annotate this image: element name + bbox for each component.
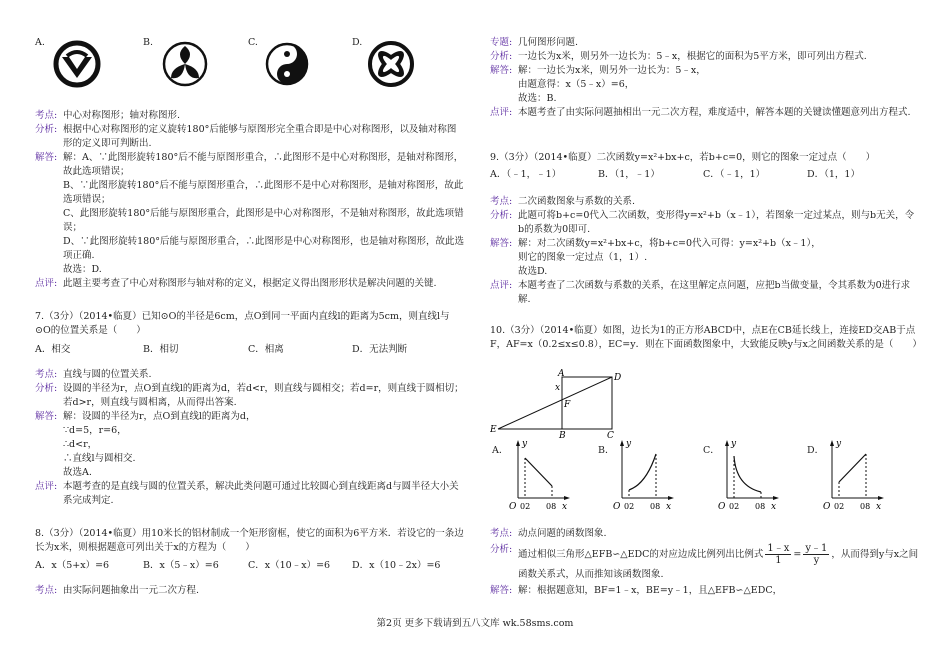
fig-label-f: F [564, 400, 571, 410]
fenxi-label: 分析: [490, 544, 513, 555]
graph-d-tick1: 02 [834, 502, 845, 511]
dianping-label: 点评: [490, 280, 513, 291]
kaodian-label: 考点: [35, 585, 58, 596]
q9-option: B．（1，﹣1） [598, 169, 660, 180]
q8-kaodian-block [35, 584, 465, 598]
q10-graph-option-label: D． [807, 445, 825, 456]
fenxi-label: 分析: [35, 383, 58, 394]
q10-graph-d [822, 436, 892, 512]
q9-option: D．（1，1） [807, 169, 860, 180]
q8-dianping: 本题考查了由实际问题抽相出一元二次方程，难度适中，解答本题的关键读懂题意列出方程式. [518, 107, 911, 118]
fig-label-x: x [555, 383, 561, 393]
q8-option: D．x（10﹣2x）=6 [352, 560, 441, 571]
graph-a-x: x [562, 502, 568, 512]
fraction-1 [765, 543, 791, 566]
q9-kaodian: 二次函数图象与系数的关系. [518, 196, 636, 207]
yin-yang-icon [263, 40, 311, 88]
q7-jieda-line: ∵d=5，r=6， [63, 425, 127, 436]
q6-option-b-label: B. [143, 37, 154, 48]
q9-analysis [490, 195, 920, 307]
fig-label-c: C [607, 431, 614, 440]
q7-fenxi: 设圆的半径为r，点O到直线l的距离为d，若d<r，则直线与圆相交；若d=r，则直线于圆相切；若d>r，则直线与圆相离，从而得出答案. [63, 383, 464, 408]
graph-c-y: y [731, 439, 737, 449]
q8-option: A．x（5+x）=6 [35, 560, 110, 571]
kaodian-label: 考点: [35, 369, 58, 380]
graph-b-y: y [626, 439, 632, 449]
q8-jieda-line: 由题意得：x（5﹣x）=6， [518, 79, 635, 90]
q9-dianping: 本题考查了二次函数与系数的关系，在这里解定点问题，应把b当做变量，令其系数为0进行求解. [518, 280, 911, 305]
q10-analysis [490, 527, 920, 598]
graph-b-tick2: 08 [650, 502, 661, 511]
q8-stem: 8.（3分）（2014•临夏）用10米长的铝材制成一个矩形窗框，使它的面积为6平方米．若设它的一条边长为x米，则根据题意可列出关于x的方程为（ ） [35, 528, 464, 553]
emblem-d-icon [367, 40, 415, 88]
q9-option: A．（﹣1，﹣1） [490, 169, 562, 180]
q8-option: B．x（5﹣x）=6 [143, 560, 219, 571]
q9-option: C．（﹣1，1） [703, 169, 766, 180]
fig-label-e: E [490, 425, 497, 435]
q6-jieda-line: 解：A、∵此图形旋转180°后不能与原图形重合，∴此图形不是中心对称图形，是轴对称图形，故此选项错误； [63, 152, 464, 177]
q8-continued [490, 36, 920, 120]
q8-kaodian: 由实际问题抽象出一元二次方程. [63, 585, 200, 596]
q7-stem: 7.（3分）（2014•临夏）已知⊙O的半径是6cm，点O到同一平面内直线l的距离为5cm，则直线l与⊙O的位置关系是（ ） [35, 311, 450, 336]
dianping-label: 点评: [35, 278, 58, 289]
fraction-2 [803, 543, 829, 566]
q7-jieda-line: 解：设圆的半径为r，点O到直线l的距离为d， [63, 411, 256, 422]
graph-a-tick2: 08 [546, 502, 557, 511]
page-footer: 第2页 更多下载请到五八文库 wk.58sms.com [376, 618, 574, 629]
graph-d-y: y [836, 439, 842, 449]
q9-jieda-line: 则它的图象一定过点（1，1）. [518, 252, 648, 263]
emblem-a-icon [53, 40, 101, 88]
q10-graph-b [612, 436, 682, 512]
graph-a-origin: O [509, 502, 517, 512]
graph-c-origin: O [718, 502, 726, 512]
q6-option-a-label: A. [35, 37, 45, 48]
q8-fenxi: 一边长为x米，则另外一边长为：5﹣x，根据它的面积为5平方米，即可列出方程式. [518, 51, 867, 62]
q7-option: D．无法判断 [352, 344, 408, 355]
q7-jieda-line: ∴d<r， [63, 439, 98, 450]
jieda-label: 解答: [490, 65, 513, 76]
q10-fenxi-pre: 通过相似三角形△EFB∽△EDC的对应边成比例列出比例式 [518, 549, 764, 560]
q8-jieda-line: 解：一边长为x米，则另外一边长为：5﹣x， [518, 65, 706, 76]
jieda-label: 解答: [35, 152, 58, 163]
fig-label-b: B [559, 431, 566, 440]
q7-option: C．相离 [248, 344, 284, 355]
emblem-b-icon [161, 40, 209, 88]
fenxi-label: 分析: [490, 210, 513, 221]
graph-c-tick2: 08 [755, 502, 766, 511]
dianping-label: 点评: [490, 107, 513, 118]
fig-label-d: D [614, 373, 622, 383]
q6-analysis [35, 109, 465, 291]
jieda-label: 解答: [490, 585, 513, 596]
q6-kaodian: 中心对称图形；轴对称图形. [63, 110, 181, 121]
q7-option: B．相切 [143, 344, 179, 355]
fig-label-a: A [558, 369, 565, 379]
graph-d-origin: O [823, 502, 831, 512]
graph-d-x: x [876, 502, 882, 512]
q10-fenxi-post: ，从而得到y与x之间函数关系式，从而推知该函数图象. [518, 549, 919, 580]
q7-kaodian: 直线与圆的位置关系. [63, 369, 152, 380]
q6-jieda-line: C、此图形旋转180°后能与原图形重合，此图形是中心对称图形，不是轴对称图形，故此选项错误； [63, 208, 464, 233]
q10-graph-option-label: C． [703, 445, 720, 456]
q9-stem: 9.（3分）（2014•临夏）二次函数y=x²+bx+c，若b+c=0，则它的图象一定过点（ ） [490, 152, 876, 163]
q7-jieda-line: ∴直线l与圆相交. [63, 453, 136, 464]
q8-option: C．x（10﹣x）=6 [248, 560, 331, 571]
graph-c-tick1: 02 [729, 502, 740, 511]
q9-fenxi: 此题可将b+c=0代入二次函数，变形得y=x²+b（x﹣1），若图象一定过某点，则与b无关，令b的系数为0即可. [518, 210, 915, 235]
graph-b-tick1: 02 [624, 502, 635, 511]
q10-graph-option-label: A． [492, 445, 509, 456]
fenxi-label: 分析: [490, 51, 513, 62]
q10-graph-a [508, 436, 578, 512]
q10-jieda: 解：根据题意知，BF=1﹣x，BE=y﹣1，且△EFB∽△EDC， [518, 585, 783, 596]
q10-kaodian: 动点问题的函数图象. [518, 528, 607, 539]
q6-fenxi: 根据中心对称图形的定义旋转180°后能够与原图形完全重合即是中心对称图形，以及轴对称图形的定义即可判断出. [63, 124, 457, 149]
q10-graph-c [717, 436, 787, 512]
q6-option-d-label: D. [352, 37, 363, 48]
kaodian-label: 考点: [490, 196, 513, 207]
q6-dianping: 此题主要考查了中心对称图形与轴对称的定义，根据定义得出图形形状是解决问题的关键. [63, 278, 437, 289]
q8-zhuanti: 几何图形问题. [518, 37, 579, 48]
q7-option: A．相交 [35, 344, 71, 355]
fraction-2-denominator: y [813, 555, 820, 566]
graph-d-tick2: 08 [860, 502, 871, 511]
fraction-1-denominator: 1 [775, 555, 782, 566]
kaodian-label: 考点: [35, 110, 58, 121]
q8-jieda-line: 故选：B. [518, 93, 557, 104]
fraction-1-numerator: 1﹣x [767, 543, 790, 554]
q6-jieda-line: 故选：D. [63, 264, 102, 275]
q7-analysis [35, 368, 465, 508]
q6-option-c-label: C. [248, 37, 258, 48]
q9-jieda-line: 故选D. [518, 266, 548, 277]
fenxi-label: 分析: [35, 124, 58, 135]
graph-b-origin: O [613, 502, 621, 512]
graph-a-tick1: 02 [520, 502, 531, 511]
jieda-label: 解答: [35, 411, 58, 422]
graph-a-y: y [522, 439, 528, 449]
q10-stem: 10.（3分）（2014•临夏）如图，边长为1的正方形ABCD中，点E在CB延长线上，连接ED交AB于点F，AF=x（0.2≤x≤0.8），EC=y．则在下面函数图象中，大致能反映y与x之间函数关系的是（ ） [490, 325, 922, 350]
graph-b-x: x [666, 502, 672, 512]
q7-dianping: 本题考查的是直线与圆的位置关系，解决此类问题可通过比较圆心到直线距离d与圆半径大小关系完成判定. [63, 481, 459, 506]
fraction-2-numerator: y﹣1 [805, 543, 828, 554]
kaodian-label: 考点: [490, 528, 513, 539]
zhuanti-label: 专题: [490, 37, 513, 48]
q9-jieda-line: 解：对二次函数y=x²+bx+c，将b+c=0代入可得：y=x²+b（x﹣1）， [518, 238, 821, 249]
graph-c-x: x [771, 502, 777, 512]
q10-graph-option-label: B． [598, 445, 615, 456]
q6-jieda-line: B、∵此图形旋转180°后不能与原图形重合，∴此图形不是中心对称图形，是轴对称图形，故此选项错误； [63, 180, 464, 205]
dianping-label: 点评: [35, 481, 58, 492]
jieda-label: 解答: [490, 238, 513, 249]
q10-square-figure [490, 368, 630, 440]
q6-jieda-line: D、∵此图形旋转180°后能与原图形重合，∴此图形是中心对称图形，也是轴对称图形，故此选项正确. [63, 236, 465, 261]
equals-sign: = [793, 549, 802, 560]
q7-jieda-line: 故选A. [63, 467, 92, 478]
